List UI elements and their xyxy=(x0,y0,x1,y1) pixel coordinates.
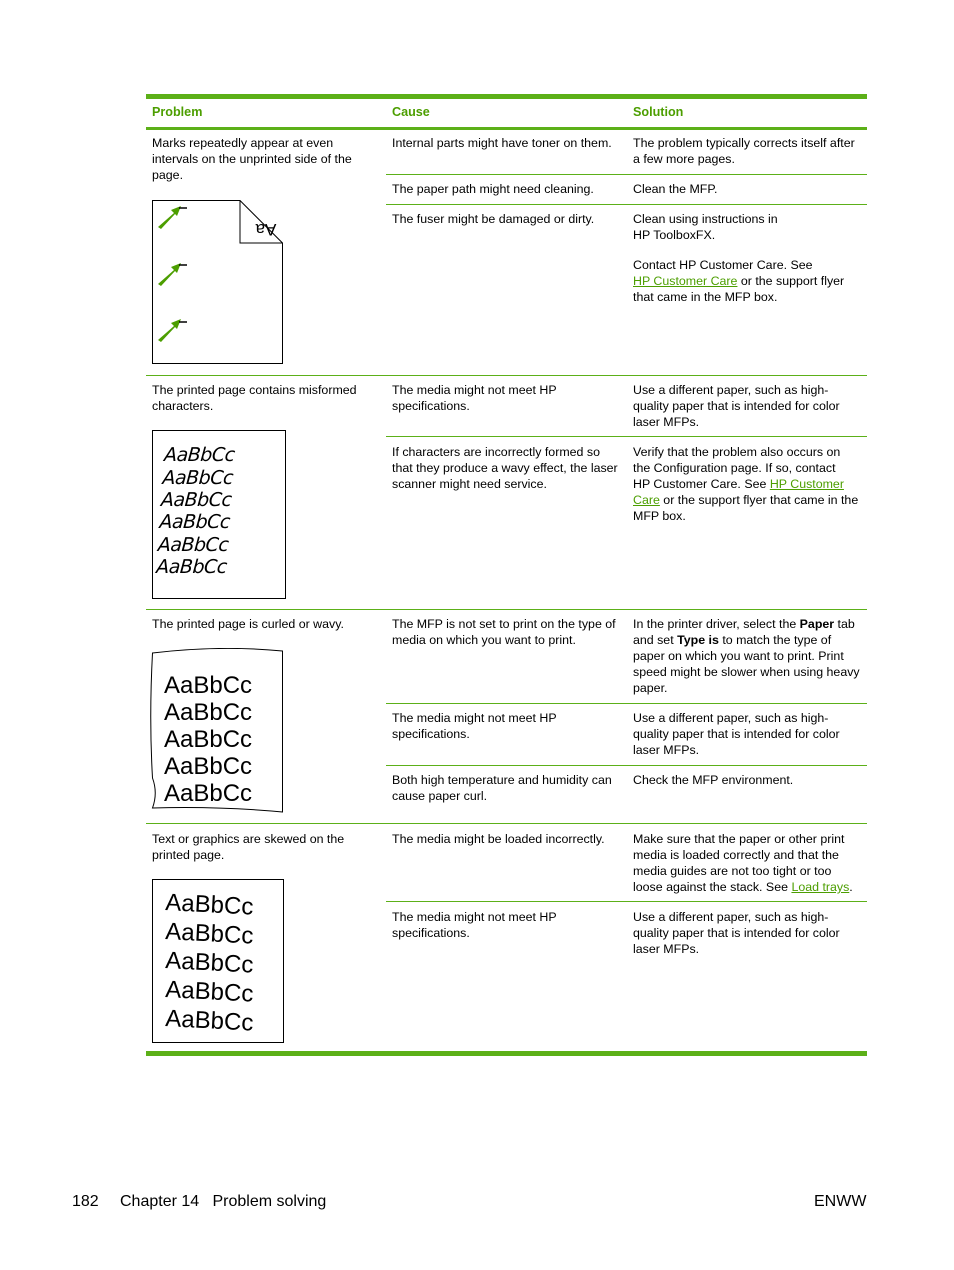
header-cause: Cause xyxy=(392,105,430,119)
svg-text:AaBbCc: AaBbCc xyxy=(164,753,253,780)
chapter-title: Chapter 14 Problem solving xyxy=(120,1193,327,1210)
solution-text: Use a different paper, such as high- quality paper that is intended for color laser MFPs. xyxy=(633,910,840,956)
svg-text:AaBbCc: AaBbCc xyxy=(164,780,253,807)
curled-page-illustration xyxy=(150,648,286,816)
row-divider xyxy=(146,609,867,610)
svg-text:AaBbCc: AaBbCc xyxy=(164,918,255,950)
problem-text: The printed page contains misformed characters. xyxy=(152,383,357,413)
solution-text: Clean using instructions in HP ToolboxFX. xyxy=(633,212,778,242)
row-divider xyxy=(386,436,867,437)
cause-text: The media might be loaded incorrectly. xyxy=(392,832,605,846)
cause-text: The paper path might need cleaning. xyxy=(392,182,594,196)
hp-customer-care-link-continued[interactable]: Care xyxy=(633,493,660,507)
hp-customer-care-link[interactable]: HP Customer Care xyxy=(633,274,738,288)
solution-text: The problem typically corrects itself after a few more pages. xyxy=(633,136,855,166)
svg-text:AaBbCc: AaBbCc xyxy=(161,467,234,489)
cause-text: The MFP is not set to print on the type of media on which you want to print. xyxy=(392,617,616,647)
cause-text: The media might not meet HP specifications. xyxy=(392,910,557,940)
svg-text:AaBbCc: AaBbCc xyxy=(164,726,253,753)
svg-text:AaBbCc: AaBbCc xyxy=(164,947,255,979)
skewed-text-illustration xyxy=(151,878,285,1044)
row-divider xyxy=(386,901,867,902)
svg-text:AaBbCc: AaBbCc xyxy=(164,699,253,726)
header-problem: Problem xyxy=(152,105,203,119)
row-divider xyxy=(146,375,867,376)
load-trays-link[interactable]: Load trays xyxy=(791,880,850,894)
solution-text: Verify that the problem also occurs on the Configuration page. If so, contact HP Customer Care. See HP Customer Care or the support flyer that came in the MFP box. xyxy=(633,445,859,523)
solution-text: Check the MFP environment. xyxy=(633,773,794,787)
svg-text:AaBbCc: AaBbCc xyxy=(160,489,233,511)
problem-text: Marks repeatedly appear at even intervals on the unprinted side of the page. xyxy=(152,136,352,182)
svg-text:AaBbCc: AaBbCc xyxy=(164,1005,255,1037)
row-divider xyxy=(386,204,867,205)
solution-text: Clean the MFP. xyxy=(633,182,718,196)
cause-text: If characters are incorrectly formed so that they produce a wavy effect, the laser scanner might need service. xyxy=(392,445,618,491)
cause-text: Both high temperature and humidity can cause paper curl. xyxy=(392,773,612,803)
solution-text: In the printer driver, select the Paper tab and set Type is to match the type of paper on which you want to print. Print speed might be slower when using heavy paper. xyxy=(633,617,860,695)
table-header-bottom-bar xyxy=(146,127,867,130)
table-bottom-bar xyxy=(146,1051,867,1056)
row-divider xyxy=(386,703,867,704)
solution-text: Use a different paper, such as high- quality paper that is intended for color laser MFPs. xyxy=(633,383,840,429)
svg-text:AaBbCc: AaBbCc xyxy=(164,889,255,921)
solution-text: Make sure that the paper or other print media is loaded correctly and that the media guides are not too tight or too loose against the stack. See Load trays. xyxy=(633,832,853,894)
svg-text:AaBbCc: AaBbCc xyxy=(164,672,253,699)
cause-text: The fuser might be damaged or dirty. xyxy=(392,212,595,226)
header-solution: Solution xyxy=(633,105,684,119)
footer-right-label: ENWW xyxy=(814,1193,867,1210)
row-divider xyxy=(146,823,867,824)
cause-text: The media might not meet HP specifications. xyxy=(392,711,557,741)
problem-text: The printed page is curled or wavy. xyxy=(152,617,344,631)
svg-text:AaBbCc: AaBbCc xyxy=(164,976,255,1008)
row-divider xyxy=(386,174,867,175)
solution-text: Contact HP Customer Care. See HP Customer Care or the support flyer that came in the MFP box. xyxy=(633,258,845,304)
solution-text: Use a different paper, such as high- quality paper that is intended for color laser MFPs. xyxy=(633,711,840,757)
svg-text:AaBbCc: AaBbCc xyxy=(155,556,228,578)
cause-text: Internal parts might have toner on them. xyxy=(392,136,612,150)
svg-text:AaBbCc: AaBbCc xyxy=(157,534,230,556)
hp-customer-care-link[interactable]: HP Customer xyxy=(769,477,844,491)
svg-text:AaBbCc: AaBbCc xyxy=(163,444,236,466)
row-divider xyxy=(386,765,867,766)
cause-text: The media might not meet HP specifications. xyxy=(392,383,557,413)
repeated-marks-illustration xyxy=(150,198,286,366)
misformed-characters-illustration xyxy=(151,429,287,600)
svg-text:AaBbCc: AaBbCc xyxy=(158,511,231,533)
table-top-bar xyxy=(146,94,867,99)
mirrored-aa-text: Aa xyxy=(255,220,277,239)
page-number: 182 xyxy=(72,1193,99,1210)
problem-text: Text or graphics are skewed on the printed page. xyxy=(152,832,345,862)
